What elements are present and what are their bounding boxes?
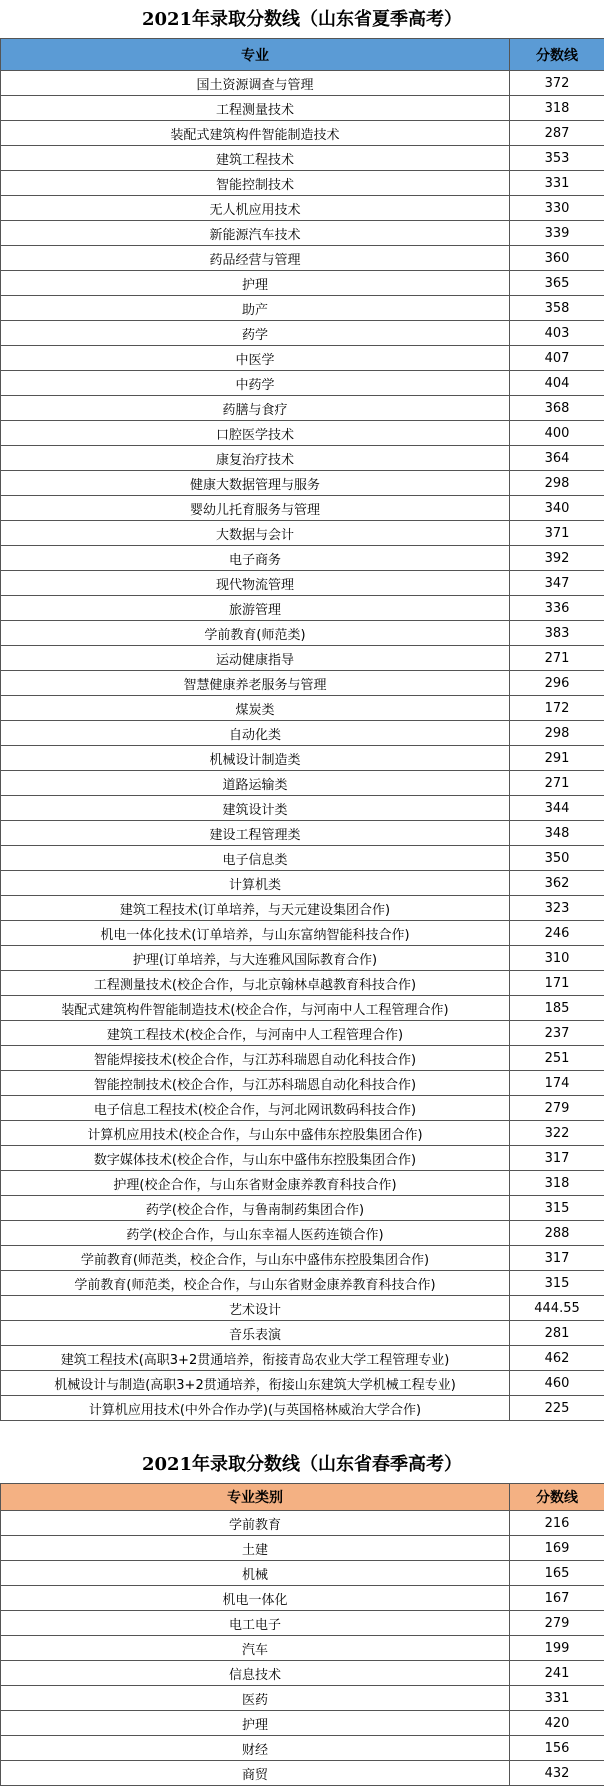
table-row	[1, 1536, 604, 1561]
score-cell: 156	[510, 1736, 604, 1761]
major-cell: 财经	[1, 1736, 510, 1761]
major-cell: 电子信息类	[1, 846, 510, 871]
score-cell: 462	[510, 1346, 604, 1371]
score-cell: 365	[510, 271, 604, 296]
major-cell: 计算机类	[1, 871, 510, 896]
score-cell: 251	[510, 1046, 604, 1071]
spring-table-body	[1, 1511, 604, 1786]
table-row	[1, 546, 604, 571]
header-category: 专业类别	[1, 1484, 510, 1511]
header-score: 分数线	[510, 1484, 604, 1511]
major-cell: 道路运输类	[1, 771, 510, 796]
table-row	[1, 1586, 604, 1611]
table-row	[1, 1511, 604, 1536]
major-cell: 电子商务	[1, 546, 510, 571]
table-row	[1, 696, 604, 721]
major-cell: 口腔医学技术	[1, 421, 510, 446]
major-cell: 音乐表演	[1, 1321, 510, 1346]
table-row	[1, 1396, 604, 1421]
major-cell: 自动化类	[1, 721, 510, 746]
score-cell: 237	[510, 1021, 604, 1046]
spring-title: 2021年录取分数线（山东省春季高考）	[0, 1445, 604, 1483]
summer-score-table	[0, 38, 604, 1421]
major-cell: 建筑工程技术(校企合作，与河南中人工程管理合作)	[1, 1021, 510, 1046]
table-row	[1, 921, 604, 946]
major-cell: 建筑设计类	[1, 796, 510, 821]
table-row	[1, 71, 604, 96]
score-cell: 407	[510, 346, 604, 371]
score-cell: 288	[510, 1221, 604, 1246]
table-row	[1, 1121, 604, 1146]
major-cell: 智慧健康养老服务与管理	[1, 671, 510, 696]
score-cell: 298	[510, 721, 604, 746]
table-row	[1, 1246, 604, 1271]
table-row	[1, 1171, 604, 1196]
table-row	[1, 1636, 604, 1661]
score-cell: 404	[510, 371, 604, 396]
score-cell: 344	[510, 796, 604, 821]
score-cell: 358	[510, 296, 604, 321]
major-cell: 药学(校企合作，与山东幸福人医药连锁合作)	[1, 1221, 510, 1246]
table-row	[1, 1611, 604, 1636]
major-cell: 大数据与会计	[1, 521, 510, 546]
score-cell: 432	[510, 1761, 604, 1786]
major-cell: 机电一体化	[1, 1586, 510, 1611]
table-row	[1, 796, 604, 821]
score-cell: 199	[510, 1636, 604, 1661]
score-cell: 392	[510, 546, 604, 571]
table-row	[1, 1096, 604, 1121]
table-row	[1, 871, 604, 896]
major-cell: 智能控制技术(校企合作，与江苏科瑞恩自动化科技合作)	[1, 1071, 510, 1096]
table-row	[1, 1761, 604, 1786]
score-cell: 331	[510, 1686, 604, 1711]
table-row	[1, 496, 604, 521]
score-cell: 225	[510, 1396, 604, 1421]
score-cell: 281	[510, 1321, 604, 1346]
table-row	[1, 296, 604, 321]
score-cell: 322	[510, 1121, 604, 1146]
table-row	[1, 821, 604, 846]
major-cell: 汽车	[1, 1636, 510, 1661]
score-cell: 169	[510, 1536, 604, 1561]
table-row	[1, 646, 604, 671]
major-cell: 健康大数据管理与服务	[1, 471, 510, 496]
table-row	[1, 1736, 604, 1761]
score-cell: 246	[510, 921, 604, 946]
major-cell: 护理	[1, 271, 510, 296]
score-cell: 216	[510, 1511, 604, 1536]
score-cell: 315	[510, 1196, 604, 1221]
section-gap	[0, 1421, 604, 1445]
score-cell: 460	[510, 1371, 604, 1396]
major-cell: 学前教育(师范类，校企合作，与山东省财金康养教育科技合作)	[1, 1271, 510, 1296]
major-cell: 旅游管理	[1, 596, 510, 621]
major-cell: 中医学	[1, 346, 510, 371]
major-cell: 中药学	[1, 371, 510, 396]
major-cell: 国土资源调查与管理	[1, 71, 510, 96]
table-row	[1, 271, 604, 296]
major-cell: 机械设计制造类	[1, 746, 510, 771]
major-cell: 电子信息工程技术(校企合作，与河北网讯数码科技合作)	[1, 1096, 510, 1121]
score-cell: 172	[510, 696, 604, 721]
table-row	[1, 521, 604, 546]
table-row	[1, 996, 604, 1021]
major-cell: 煤炭类	[1, 696, 510, 721]
table-row	[1, 1711, 604, 1736]
table-row	[1, 446, 604, 471]
score-cell: 340	[510, 496, 604, 521]
score-cell: 339	[510, 221, 604, 246]
major-cell: 机械设计与制造(高职3+2贯通培养，衔接山东建筑大学机械工程专业)	[1, 1371, 510, 1396]
header-score: 分数线	[510, 39, 604, 71]
table-header-row	[1, 1484, 604, 1511]
major-cell: 无人机应用技术	[1, 196, 510, 221]
score-cell: 347	[510, 571, 604, 596]
score-cell: 420	[510, 1711, 604, 1736]
score-cell: 271	[510, 646, 604, 671]
table-row	[1, 1661, 604, 1686]
major-cell: 艺术设计	[1, 1296, 510, 1321]
major-cell: 机电一体化技术(订单培养，与山东富纳智能科技合作)	[1, 921, 510, 946]
score-cell: 368	[510, 396, 604, 421]
major-cell: 装配式建筑构件智能制造技术(校企合作，与河南中人工程管理合作)	[1, 996, 510, 1021]
score-cell: 318	[510, 1171, 604, 1196]
major-cell: 建筑工程技术(订单培养，与天元建设集团合作)	[1, 896, 510, 921]
table-row	[1, 371, 604, 396]
table-row	[1, 1196, 604, 1221]
score-cell: 336	[510, 596, 604, 621]
table-row	[1, 1561, 604, 1586]
table-row	[1, 471, 604, 496]
summer-table-body	[1, 71, 604, 1421]
table-row	[1, 121, 604, 146]
major-cell: 新能源汽车技术	[1, 221, 510, 246]
table-row	[1, 1296, 604, 1321]
table-row	[1, 196, 604, 221]
table-row	[1, 1346, 604, 1371]
table-row	[1, 771, 604, 796]
table-row	[1, 321, 604, 346]
table-row	[1, 396, 604, 421]
score-cell: 371	[510, 521, 604, 546]
major-cell: 护理(校企合作，与山东省财金康养教育科技合作)	[1, 1171, 510, 1196]
score-cell: 271	[510, 771, 604, 796]
header-major: 专业	[1, 39, 510, 71]
major-cell: 装配式建筑构件智能制造技术	[1, 121, 510, 146]
major-cell: 信息技术	[1, 1661, 510, 1686]
table-row	[1, 1046, 604, 1071]
table-row	[1, 96, 604, 121]
score-cell: 310	[510, 946, 604, 971]
table-row	[1, 621, 604, 646]
table-header-row	[1, 39, 604, 71]
score-cell: 364	[510, 446, 604, 471]
major-cell: 计算机应用技术(中外合作办学)(与英国格林威治大学合作)	[1, 1396, 510, 1421]
score-cell: 296	[510, 671, 604, 696]
score-cell: 291	[510, 746, 604, 771]
major-cell: 现代物流管理	[1, 571, 510, 596]
major-cell: 工程测量技术	[1, 96, 510, 121]
major-cell: 护理	[1, 1711, 510, 1736]
score-cell: 174	[510, 1071, 604, 1096]
major-cell: 建设工程管理类	[1, 821, 510, 846]
table-row	[1, 1371, 604, 1396]
score-cell: 372	[510, 71, 604, 96]
score-cell: 383	[510, 621, 604, 646]
score-cell: 350	[510, 846, 604, 871]
score-cell: 298	[510, 471, 604, 496]
summer-title: 2021年录取分数线（山东省夏季高考）	[0, 0, 604, 38]
score-cell: 318	[510, 96, 604, 121]
table-row	[1, 221, 604, 246]
score-cell: 279	[510, 1096, 604, 1121]
major-cell: 助产	[1, 296, 510, 321]
major-cell: 电工电子	[1, 1611, 510, 1636]
table-row	[1, 1146, 604, 1171]
major-cell: 医药	[1, 1686, 510, 1711]
major-cell: 药品经营与管理	[1, 246, 510, 271]
table-row	[1, 946, 604, 971]
table-row	[1, 1271, 604, 1296]
score-cell: 185	[510, 996, 604, 1021]
major-cell: 智能控制技术	[1, 171, 510, 196]
table-row	[1, 1321, 604, 1346]
score-cell: 360	[510, 246, 604, 271]
major-cell: 运动健康指导	[1, 646, 510, 671]
score-cell: 330	[510, 196, 604, 221]
table-row	[1, 971, 604, 996]
major-cell: 药学	[1, 321, 510, 346]
score-cell: 315	[510, 1271, 604, 1296]
score-cell: 348	[510, 821, 604, 846]
score-cell: 444.55	[510, 1296, 604, 1321]
major-cell: 智能焊接技术(校企合作，与江苏科瑞恩自动化科技合作)	[1, 1046, 510, 1071]
major-cell: 数字媒体技术(校企合作，与山东中盛伟东控股集团合作)	[1, 1146, 510, 1171]
score-cell: 317	[510, 1146, 604, 1171]
score-cell: 279	[510, 1611, 604, 1636]
score-cell: 171	[510, 971, 604, 996]
score-cell: 362	[510, 871, 604, 896]
table-row	[1, 1686, 604, 1711]
table-row	[1, 671, 604, 696]
table-row	[1, 596, 604, 621]
major-cell: 工程测量技术(校企合作，与北京翰林卓越教育科技合作)	[1, 971, 510, 996]
major-cell: 学前教育(师范类)	[1, 621, 510, 646]
spring-score-table	[0, 1483, 604, 1786]
table-row	[1, 421, 604, 446]
score-cell: 323	[510, 896, 604, 921]
major-cell: 建筑工程技术(高职3+2贯通培养，衔接青岛农业大学工程管理专业)	[1, 1346, 510, 1371]
major-cell: 商贸	[1, 1761, 510, 1786]
score-cell: 353	[510, 146, 604, 171]
major-cell: 建筑工程技术	[1, 146, 510, 171]
score-cell: 400	[510, 421, 604, 446]
major-cell: 药学(校企合作，与鲁南制药集团合作)	[1, 1196, 510, 1221]
table-row	[1, 1221, 604, 1246]
score-cell: 331	[510, 171, 604, 196]
major-cell: 婴幼儿托育服务与管理	[1, 496, 510, 521]
table-row	[1, 346, 604, 371]
major-cell: 计算机应用技术(校企合作，与山东中盛伟东控股集团合作)	[1, 1121, 510, 1146]
major-cell: 机械	[1, 1561, 510, 1586]
major-cell: 康复治疗技术	[1, 446, 510, 471]
table-row	[1, 896, 604, 921]
table-row	[1, 746, 604, 771]
table-row	[1, 171, 604, 196]
major-cell: 学前教育	[1, 1511, 510, 1536]
score-cell: 403	[510, 321, 604, 346]
major-cell: 土建	[1, 1536, 510, 1561]
table-row	[1, 846, 604, 871]
major-cell: 学前教育(师范类，校企合作，与山东中盛伟东控股集团合作)	[1, 1246, 510, 1271]
score-cell: 165	[510, 1561, 604, 1586]
major-cell: 护理(订单培养，与大连雅风国际教育合作)	[1, 946, 510, 971]
score-cell: 241	[510, 1661, 604, 1686]
table-row	[1, 246, 604, 271]
score-cell: 167	[510, 1586, 604, 1611]
table-row	[1, 146, 604, 171]
table-row	[1, 1071, 604, 1096]
score-cell: 317	[510, 1246, 604, 1271]
table-row	[1, 721, 604, 746]
table-row	[1, 571, 604, 596]
major-cell: 药膳与食疗	[1, 396, 510, 421]
table-row	[1, 1021, 604, 1046]
score-cell: 287	[510, 121, 604, 146]
